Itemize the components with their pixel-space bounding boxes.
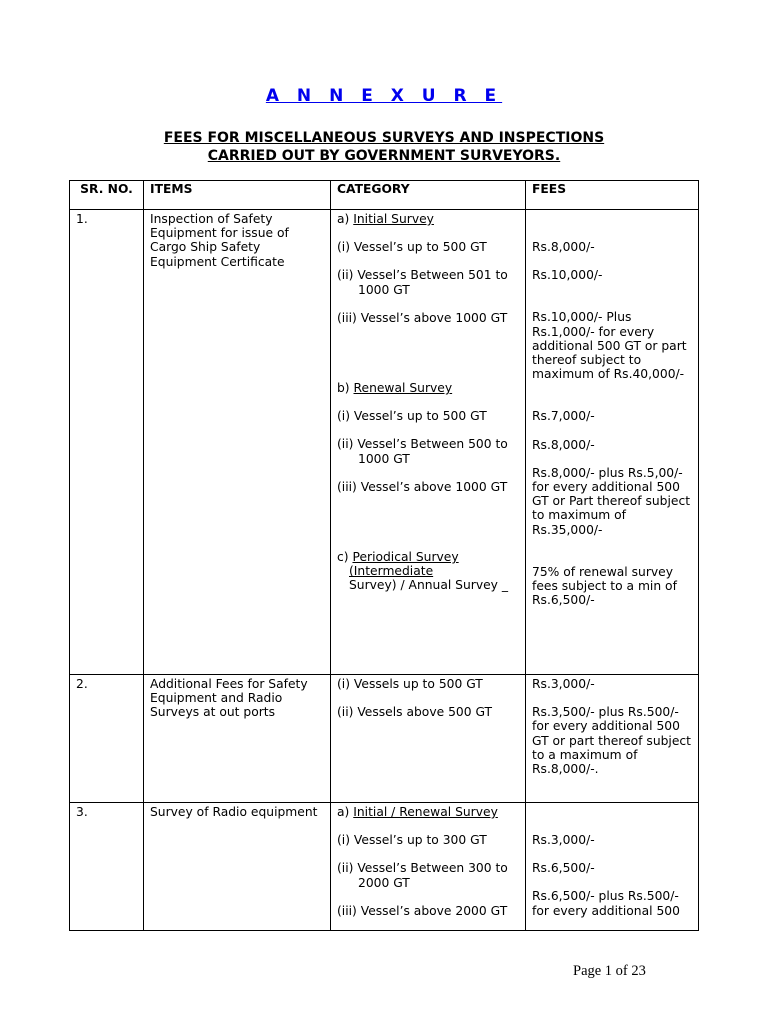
header-category: CATEGORY [331, 181, 526, 210]
page-number: Page 1 of 23 [573, 963, 646, 979]
item-cell: Survey of Radio equipment [144, 803, 331, 931]
category-heading: b) Renewal Survey [337, 381, 453, 396]
sr-no-cell: 3. [70, 803, 144, 931]
category-line: (i) Vessels up to 500 GT [337, 677, 483, 691]
fee-line: Rs.3,500/- plus Rs.500/- for every additional 500 GT or part thereof subject to a maximum of Rs.8,000/-. [532, 705, 691, 777]
category-line: (ii) Vessel’s Between 300 to 2000 GT [337, 861, 508, 890]
sr-no-cell: 2. [70, 675, 144, 803]
fees-table [69, 180, 699, 931]
category-line: (Intermediate [349, 564, 434, 579]
fee-line: Rs.8,000/- [532, 240, 595, 254]
header-items: ITEMS [144, 181, 331, 210]
category-line: (i) Vessel’s up to 500 GT [337, 240, 487, 255]
table-row [70, 803, 699, 931]
header-sr-no: SR. NO. [70, 181, 144, 210]
category-line: (i) Vessel’s up to 500 GT [337, 409, 487, 424]
fee-line: Rs.10,000/- Plus Rs.1,000/- for every additional 500 GT or part thereof subject to maximum of Rs.40,000/- [532, 310, 687, 382]
table-row [70, 210, 699, 675]
fee-line: Rs.3,000/- [532, 677, 595, 691]
annexure-title: A N N E X U R E [265, 86, 503, 106]
table-row [70, 675, 699, 803]
category-line: (i) Vessel’s up to 300 GT [337, 833, 487, 848]
fees-cell [526, 675, 699, 803]
fee-line: Rs.3,000/- [532, 833, 595, 847]
heading-line-2: CARRIED OUT BY GOVERNMENT SURVEYORS. [207, 148, 561, 164]
category-heading: a) Initial / Renewal Survey [337, 805, 498, 819]
category-heading: c) Periodical Survey [337, 550, 459, 565]
category-cell [331, 675, 526, 803]
fees-cell [526, 803, 699, 931]
category-heading: a) Initial Survey [337, 212, 434, 226]
header-fees: FEES [526, 181, 699, 210]
fee-line: Rs.8,000/- plus Rs.5,00/- for every additional 500 GT or Part thereof subject to maximum of Rs.35,000/- [532, 465, 691, 537]
fee-line: Rs.6,500/- [532, 861, 595, 876]
sr-no-cell: 1. [70, 210, 144, 675]
heading-line-1: FEES FOR MISCELLANEOUS SURVEYS AND INSPECTIONS [163, 130, 605, 146]
category-line: (ii) Vessel’s Between 501 to 1000 GT [337, 268, 508, 297]
table-header-row [70, 181, 699, 210]
fees-cell [526, 210, 699, 675]
fee-line: Rs.8,000/- [532, 437, 595, 452]
fee-line: Rs.7,000/- [532, 409, 595, 424]
category-cell [331, 803, 526, 931]
category-line: (ii) Vessel’s Between 500 to 1000 GT [337, 437, 508, 466]
fee-line: Rs.10,000/- [532, 268, 603, 283]
item-cell: Additional Fees for Safety Equipment and Radio Surveys at out ports [144, 675, 331, 803]
category-line: Survey) / Annual Survey _ [349, 578, 509, 593]
category-line: (iii) Vessel’s above 1000 GT [337, 479, 508, 494]
category-line: (iii) Vessel’s above 1000 GT [337, 310, 508, 325]
item-cell: Inspection of Safety Equipment for issue of Cargo Ship Safety Equipment Certificate [144, 210, 331, 675]
fee-line: Rs.6,500/- plus Rs.500/- for every additional 500 [532, 889, 680, 918]
category-line: (iii) Vessel’s above 2000 GT [337, 903, 508, 918]
document-heading [0, 129, 768, 165]
category-cell [331, 210, 526, 675]
category-line: (ii) Vessels above 500 GT [337, 705, 493, 720]
fee-line: 75% of renewal survey fees subject to a min of Rs.6,500/- [532, 564, 677, 608]
